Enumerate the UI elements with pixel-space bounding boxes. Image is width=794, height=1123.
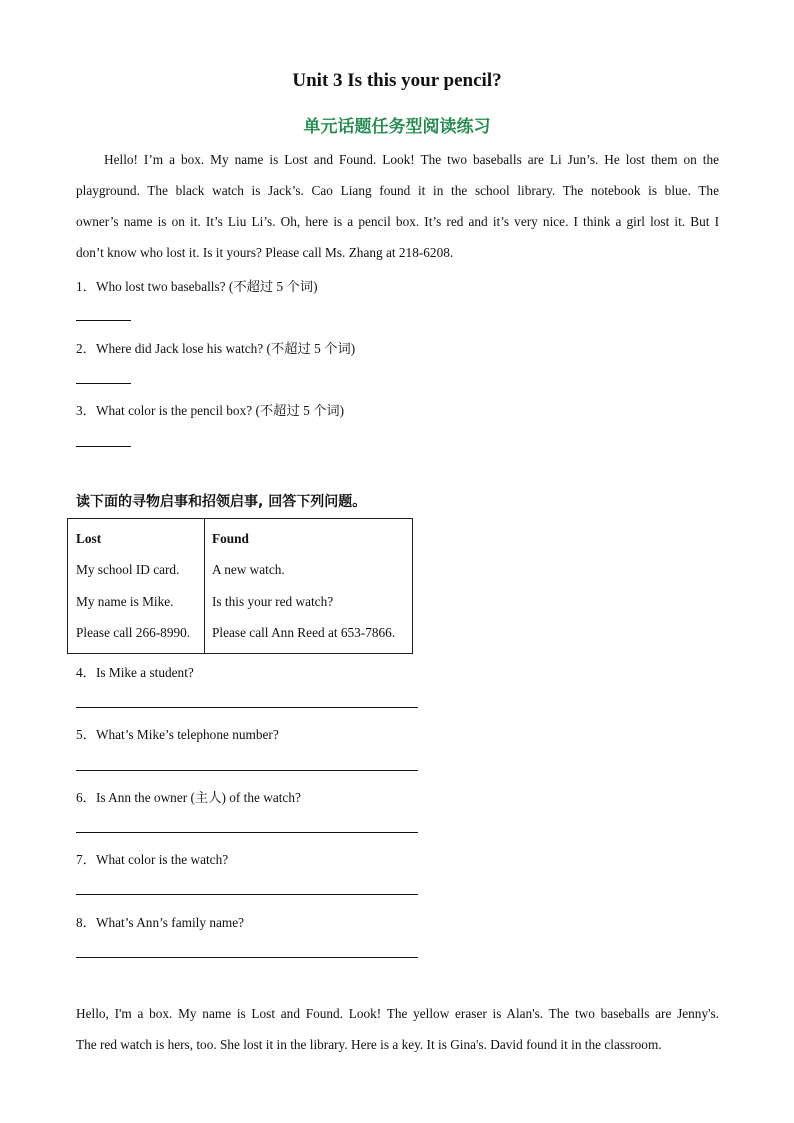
- answer-line-5[interactable]: [76, 770, 418, 771]
- question-4: 4．Is Mike a student?: [76, 665, 194, 680]
- passage-1-line: playground. The black watch is Jack’s. Cao Liang found it in the school library. The notebook is blue. The: [76, 183, 719, 198]
- passage-1-line: Hello! I’m a box. My name is Lost and Found. Look! The two baseballs are Li Jun’s. He lost them on the: [104, 152, 719, 167]
- question-7: 7．What color is the watch?: [76, 852, 229, 867]
- answer-line-8[interactable]: [76, 957, 418, 958]
- lost-line: My school ID card.: [76, 562, 180, 577]
- found-heading: Found: [212, 531, 249, 546]
- question-5: 5．What’s Mike’s telephone number?: [76, 727, 279, 742]
- lost-heading: Lost: [76, 531, 102, 546]
- question-2: 2．Where did Jack lose his watch? (不超过 5 个词): [76, 341, 356, 356]
- answer-line-7[interactable]: [76, 894, 418, 895]
- found-line: Please call Ann Reed at 653-7866.: [212, 625, 396, 640]
- answer-blank-2[interactable]: [76, 383, 131, 384]
- question-1: 1．Who lost two baseballs? (不超过 5 个词): [76, 279, 318, 294]
- answer-blank-1[interactable]: [76, 320, 131, 321]
- question-8: 8．What’s Ann’s family name?: [76, 915, 245, 930]
- question-3: 3．What color is the pencil box? (不超过 5 个词): [76, 403, 345, 418]
- passage-2-line: The red watch is hers, too. She lost it in the library. Here is a key. It is Gina's. David found it in the classroom.: [76, 1037, 662, 1052]
- passage-2: [76, 998, 719, 1060]
- passage-1: [76, 144, 719, 268]
- lost-line: My name is Mike.: [76, 594, 174, 609]
- page-subtitle: 单元话题任务型阅读练习: [303, 117, 491, 137]
- found-notice: [204, 519, 412, 653]
- answer-line-6[interactable]: [76, 832, 418, 833]
- found-line: A new watch.: [212, 562, 285, 577]
- page-title: Unit 3 Is this your pencil?: [292, 70, 502, 91]
- found-line: Is this your red watch?: [212, 594, 334, 609]
- answer-line-4[interactable]: [76, 707, 418, 708]
- passage-1-line: owner’s name is on it. It’s Liu Li’s. Oh, here is a pencil box. It’s red and it’s very nice. I think a girl lost it. But I: [76, 214, 719, 229]
- passage-2-line: Hello, I'm a box. My name is Lost and Found. Look! The yellow eraser is Alan's. The two baseballs are Jenny's.: [76, 1006, 719, 1021]
- section-2-heading: 读下面的寻物启事和招领启事, 回答下列问题。: [76, 494, 367, 510]
- notice-table: [67, 518, 413, 654]
- answer-blank-3[interactable]: [76, 446, 131, 447]
- lost-line: Please call 266-8990.: [76, 625, 191, 640]
- passage-1-line: don’t know who lost it. Is it yours? Please call Ms. Zhang at 218-6208.: [76, 245, 454, 260]
- question-6: 6．Is Ann the owner (主人) of the watch?: [76, 790, 301, 805]
- lost-notice: [68, 519, 205, 653]
